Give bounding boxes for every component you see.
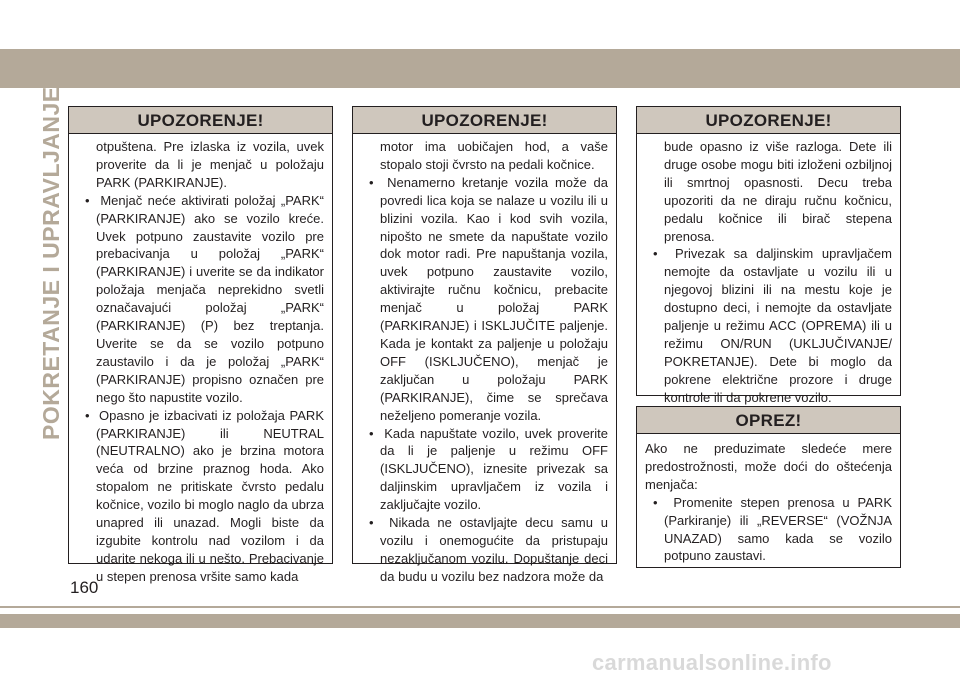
- warning-3-bullet-1-text: Privezak sa daljinskim upravljačem nemojte da ostavljate u vozilu ili u njegovoj blizini ili na mestu koje je dostupno deci, i nemojte da ostavljate paljenje u režimu ACC (OPREMA) ili u režimu ON/RUN (UKLJUČIVANJE/ POKRETANJE). Dete bi moglo da pokrene električne prozore i druge kontrole ili da pokrene vozilo.: [664, 246, 892, 405]
- section-side-title: POKRETANJE I UPRAVLJANJE: [38, 86, 64, 440]
- warning-2-bullet-1: • Nenamerno kretanje vozila može da povredi lica koja se nalaze u vozilu ili u blizini vozila. Kao i kod svih vozila, nipošto ne smete da napuštate vozilo dok motor radi. Pre napuštanja vozila, uvek potpuno zaustavite vozilo, aktivirajte ručnu kočnicu, prebacite menjač u položaj PARK (PARKIRANJE) i ISKLJUČITE paljenje. Kada je kontakt za paljenje u položaju OFF (ISKLJUČENO), menjač je zaključan u položaju PARK (PARKIRANJE), čime se sprečava neželjeno pomeranje vozila.: [369, 174, 609, 423]
- warning-2-bullet-2: • Kada napuštate vozilo, uvek proverite da li je paljenje u režimu OFF (ISKLJUČENO), iznesite privezak sa daljinskim upravljačem iz vozila i zaključajte vozilo.: [369, 425, 608, 513]
- caution-bullet-1: • Promenite stepen prenosa u PARK (Parkiranje) ili „REVERSE“ (VOŽNJA UNAZAD) samo kada se vozilo potpuno zaustavi.: [653, 494, 892, 564]
- warning-body-1: [69, 134, 332, 586]
- warning-3-continuation: bude opasno iz više razloga. Dete ili druge osobe mogu biti izloženi ozbiljnoj ili smrtnoj opasnosti. Decu treba upozoriti da ne diraju ručnu kočnicu, pedalu kočnice ili birač stepena prenosa.: [664, 139, 892, 244]
- caution-body: [637, 434, 900, 565]
- caution-box: [636, 406, 901, 568]
- warning-box-2: [352, 106, 617, 584]
- warning-box-1: [68, 106, 333, 584]
- caution-intro: Ako ne preduzimate sledeće mere predostrožnosti, može doći do oštećenja menjača:: [645, 441, 892, 492]
- warning-body-3: [637, 134, 900, 407]
- warning-1-continuation: otpuštena. Pre izlaska iz vozila, uvek proverite da li je menjač u položaju PARK (PARKIRANJE).: [96, 139, 324, 190]
- header-band: [0, 49, 960, 88]
- warning-1-bullet-2-text: Opasno je izbacivati iz položaja PARK (PARKIRANJE) ili NEUTRAL (NEUTRALNO) ako je brzina motora veća od brzine praznog hoda. Ako stopalom ne pritiskate čvrsto pedalu kočnice, vozilo bi moglo naglo da ubrza unapred ili unazad. Mogli biste da izgubite kontrolu nad vozilom i da udarite nekoga ili u nešto. Prebacivanje u stepen prenosa vršite samo kada: [96, 407, 324, 584]
- warning-1-bullet-1-text: Menjač neće aktivirati položaj „PARK“ (PARKIRANJE) ako se vozilo kreće. Uvek potpuno zaustavite vozilo pre prebacivanja u položaj „PARK“ (PARKIRANJE) i uverite se da indikator položaja menjača neprekidno svetli označavajući položaj „PARK“ (PARKIRANJE) (P) bez treptanja. Uverite se da se vozilo potpuno zaustavilo i da je položaj „PARK“ (PARKIRANJE) propisno označen pre nego što napustite vozilo.: [96, 192, 324, 405]
- warning-2-bullet-2-text: Kada napuštate vozilo, uvek proverite da li je paljenje u režimu OFF (ISKLJUČENO), iznesite privezak sa daljinskim upravljačem iz vozila i zaključajte vozilo.: [380, 425, 608, 513]
- warning-2-bullet-3: • Nikada ne ostavljajte decu samu u vozilu i onemogućite da pristupaju nezaključanom vozilu. Dopuštanje deci da budu u vozilu bez nadzora može da: [369, 515, 608, 584]
- warning-2-continuation: motor ima uobičajen hod, a vaše stopalo stoji čvrsto na pedali kočnice.: [380, 139, 608, 172]
- warning-2-bullet-1-text: Nenamerno kretanje vozila može da povredi lica koja se nalaze u vozilu ili u blizini vozila. Kao i kod svih vozila, nipošto ne smete da napuštate vozilo dok motor radi. Pre napuštanja vozila, uvek potpuno zaustavite vozilo, aktivirajte ručnu kočnicu, prebacite menjač u položaj PARK (PARKIRANJE) i ISKLJUČITE paljenje. Kada je kontakt za paljenje u položaju OFF (ISKLJUČENO), menjač je zaključan u položaju PARK (PARKIRANJE), čime se sprečava neželjeno pomeranje vozila.: [380, 174, 609, 423]
- caution-bullet-1-text: Promenite stepen prenosa u PARK (Parkiranje) ili „REVERSE“ (VOŽNJA UNAZAD) samo kada se vozilo potpuno zaustavi.: [664, 494, 892, 564]
- warning-header-3: UPOZORENJE!: [637, 107, 900, 134]
- warning-body-2: [353, 134, 616, 586]
- footer-band: [0, 614, 960, 628]
- warning-header-1: UPOZORENJE!: [69, 107, 332, 134]
- warning-header-2: UPOZORENJE!: [353, 107, 616, 134]
- warning-2-bullet-3-text: Nikada ne ostavljajte decu samu u vozilu i onemogućite da pristupaju nezaključanom vozilu. Dopuštanje deci da budu u vozilu bez nadzora može da: [380, 515, 608, 584]
- caution-header: OPREZ!: [637, 407, 900, 434]
- warning-3-bullet-1: • Privezak sa daljinskim upravljačem nemojte da ostavljate u vozilu ili u njegovoj blizini ili na mestu koje je dostupno deci, i nemojte da ostavljate paljenje u režimu ACC (OPREMA) ili u režimu ON/RUN (UKLJUČIVANJE/ POKRETANJE). Dete bi moglo da pokrene električne prozore i druge kontrole ili da pokrene vozilo.: [653, 246, 892, 405]
- warning-box-3: [636, 106, 901, 405]
- warning-1-bullet-2: • Opasno je izbacivati iz položaja PARK (PARKIRANJE) ili NEUTRAL (NEUTRALNO) ako je brzina motora veća od brzine praznog hoda. Ako stopalom ne pritiskate čvrsto pedalu kočnice, vozilo bi moglo naglo da ubrza unapred ili unazad. Mogli biste da izgubite kontrolu nad vozilom i da udarite nekoga ili u nešto. Prebacivanje u stepen prenosa vršite samo kada: [85, 407, 324, 584]
- warning-1-bullet-1: • Menjač neće aktivirati položaj „PARK“ (PARKIRANJE) ako se vozilo kreće. Uvek potpuno zaustavite vozilo pre prebacivanja u položaj „PARK“ (PARKIRANJE) i uverite se da indikator položaja menjača neprekidno svetli označavajući položaj „PARK“ (PARKIRANJE) (P) bez treptanja. Uverite se da se vozilo potpuno zaustavilo i da je položaj „PARK“ (PARKIRANJE) propisno označen pre nego što napustite vozilo.: [85, 192, 324, 405]
- footer-rule: [0, 606, 960, 608]
- watermark-site: carmanualsonline.info: [592, 650, 832, 675]
- page-number: 160: [70, 578, 99, 597]
